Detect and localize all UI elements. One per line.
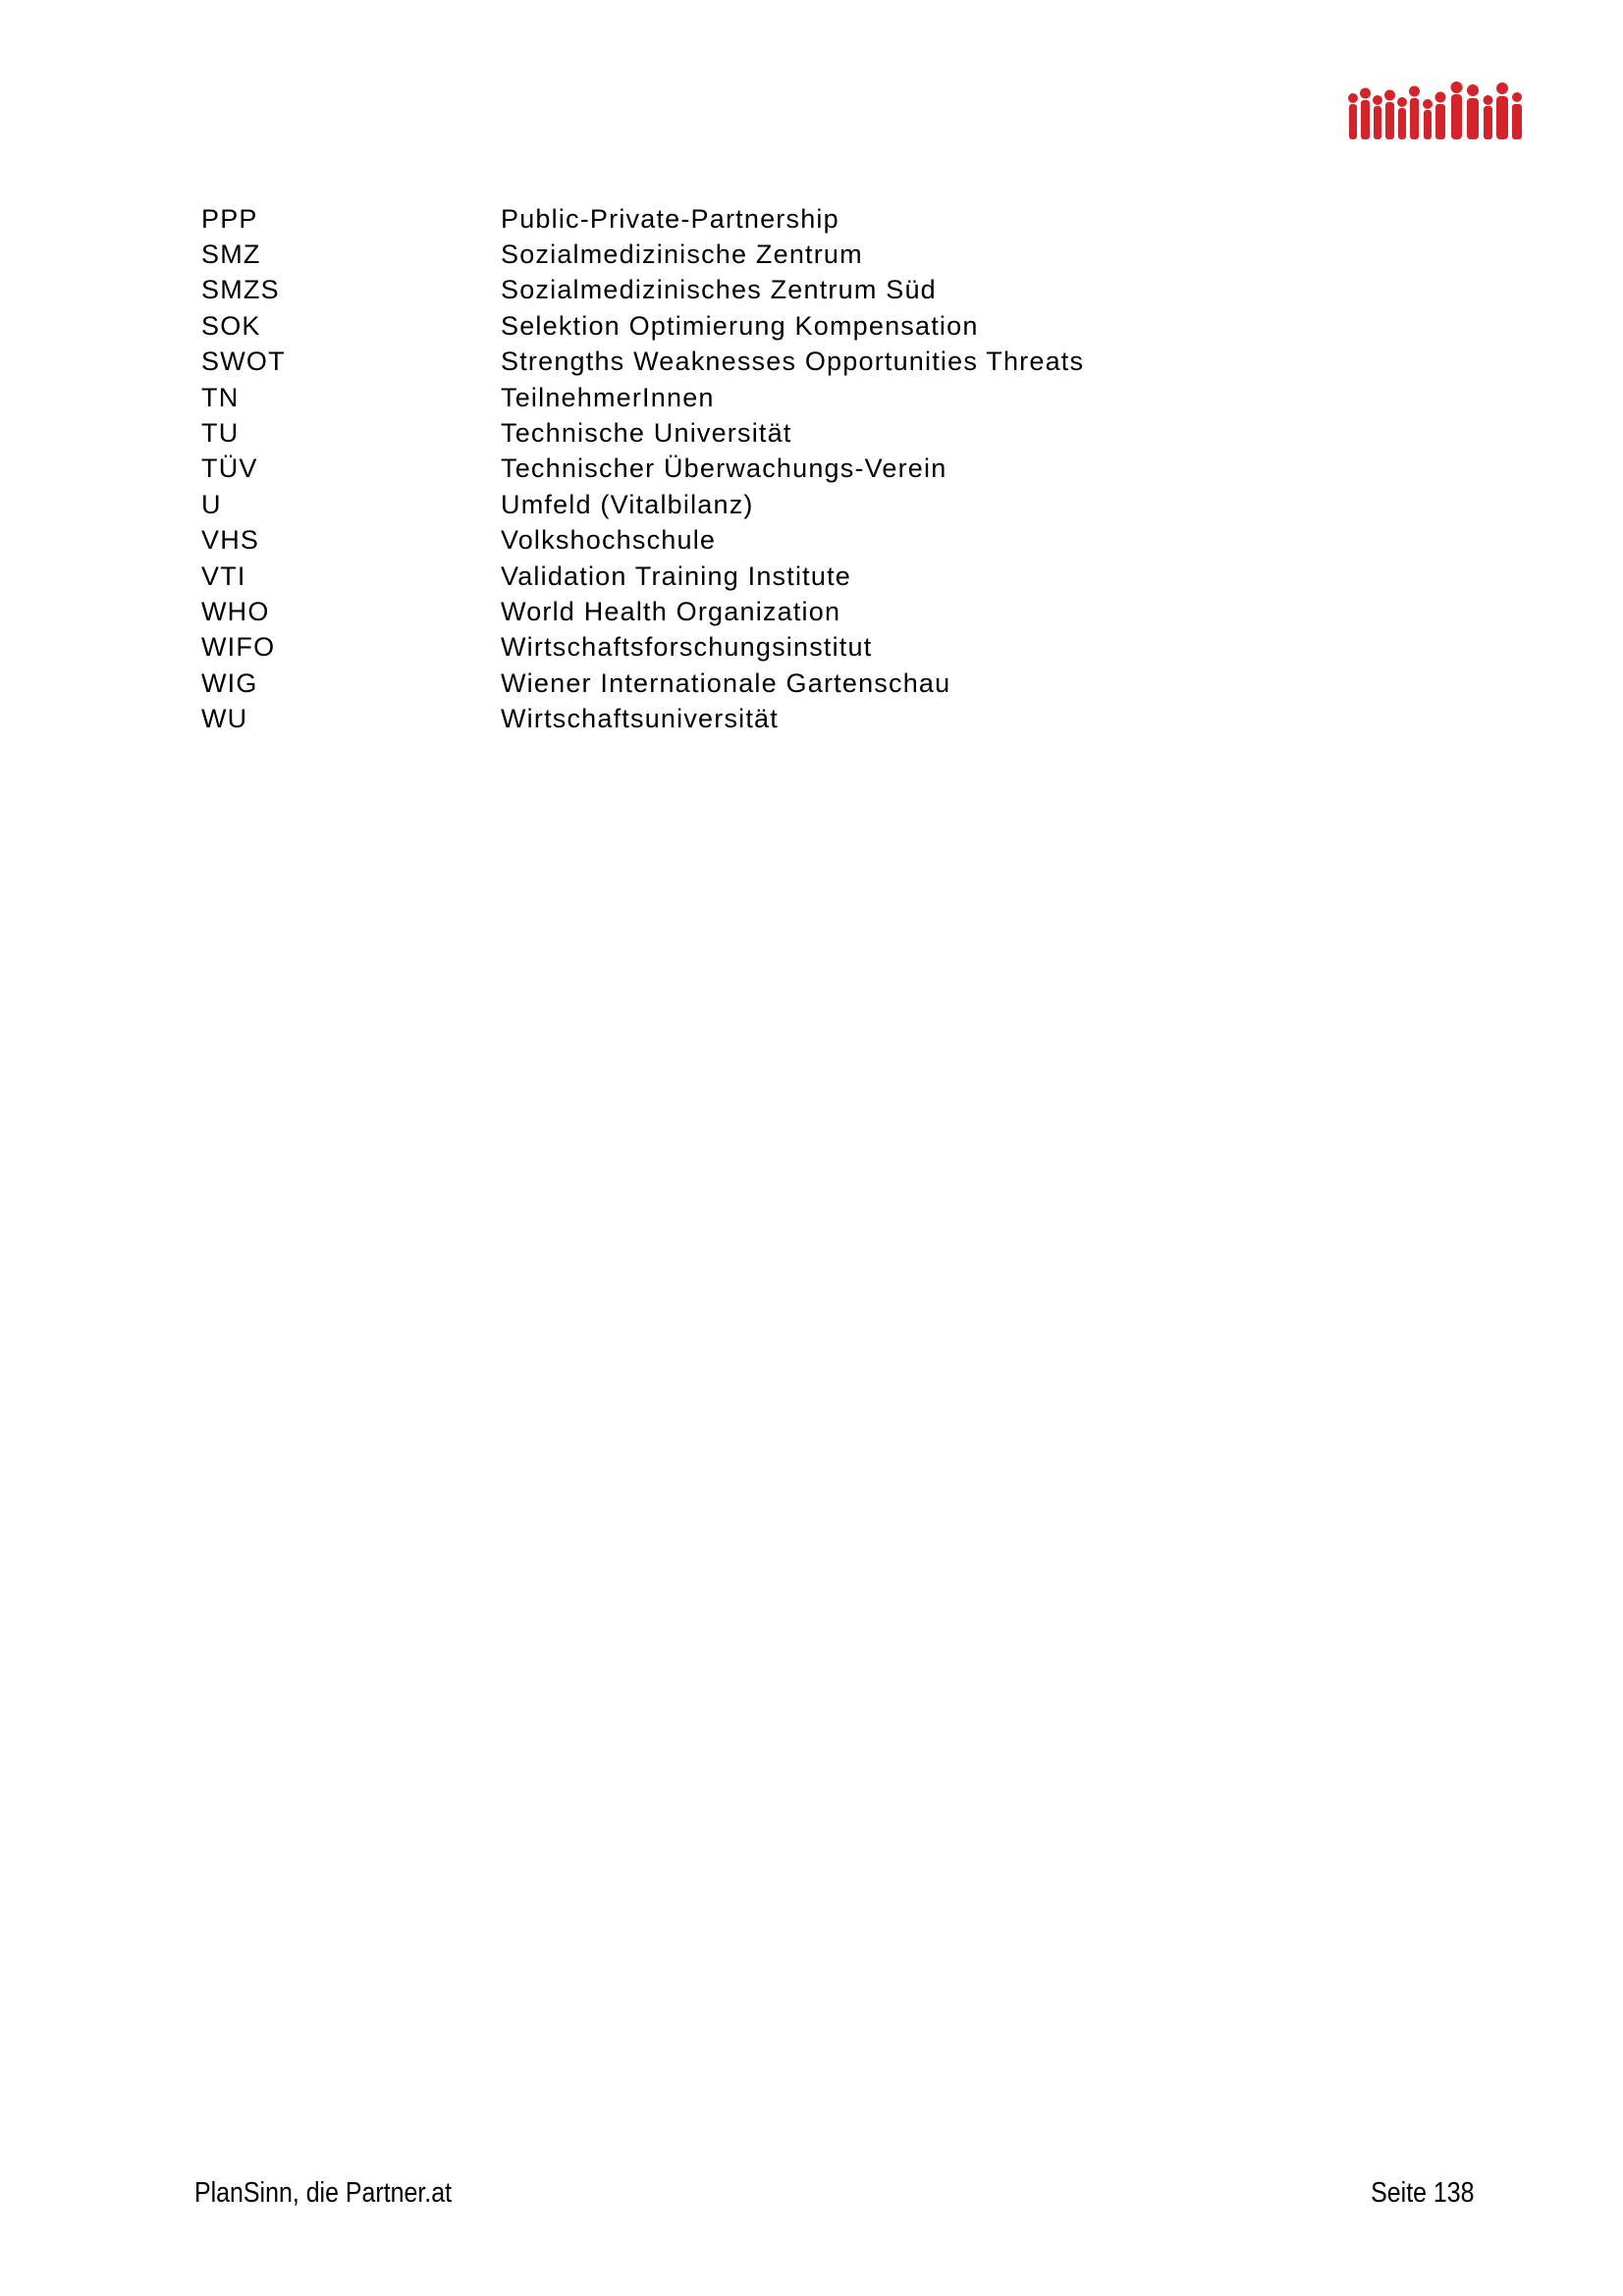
abbreviation-meaning: Validation Training Institute [501,561,851,591]
abbreviation-code: SWOT [201,347,286,377]
abbreviation-meaning: Technischer Überwachungs-Verein [501,454,947,484]
abbreviation-code: TN [201,382,240,412]
abbreviation-meaning: Selektion Optimierung Kompensation [501,310,979,341]
abbreviation-code: U [201,489,222,519]
abbreviation-meaning: Volkshochschule [501,525,717,556]
abbreviation-code: WHO [201,596,270,626]
abbreviation-code: PPP [201,203,258,234]
abbreviation-row [201,487,1183,522]
abbreviation-meaning: Umfeld (Vitalbilanz) [501,489,754,519]
abbreviation-meaning: Public-Private-Partnership [501,203,839,234]
abbreviation-code: VHS [201,525,260,556]
abbreviation-code: SOK [201,310,261,341]
abbreviation-row [201,452,1183,487]
abbreviation-row [201,237,1183,272]
abbreviation-code: TU [201,418,240,449]
abbreviation-meaning: Sozialmedizinische Zentrum [501,240,863,270]
abbreviation-meaning: Wirtschaftsforschungsinstitut [501,632,873,663]
salto-figures-icon [1345,77,1532,204]
abbreviation-code: VTI [201,561,246,591]
abbreviation-meaning: World Health Organization [501,596,841,626]
abbreviation-row [201,201,1183,237]
abbreviation-meaning: Strengths Weaknesses Opportunities Threats [501,347,1085,377]
abbreviation-row [201,308,1183,344]
abbreviation-code: WIG [201,667,258,698]
abbreviation-code: WIFO [201,632,276,663]
abbreviation-row [201,345,1183,380]
footer-publisher: PlanSinn, die Partner.at [194,2177,453,2209]
abbreviation-meaning: TeilnehmerInnen [501,382,715,412]
salto-logo [1345,77,1532,204]
abbreviation-meaning: Sozialmedizinisches Zentrum Süd [501,275,937,305]
abbreviation-meaning: Wiener Internationale Gartenschau [501,667,951,698]
abbreviation-row [201,559,1183,594]
abbreviation-row [201,380,1183,415]
abbreviation-code: SMZS [201,275,280,305]
abbreviation-row [201,273,1183,308]
abbreviation-row [201,594,1183,629]
abbreviation-row [201,630,1183,666]
abbreviation-row [201,701,1183,736]
abbreviation-row [201,666,1183,701]
abbreviation-code: WU [201,704,248,734]
abbreviation-row [201,415,1183,451]
abbreviation-meaning: Wirtschaftsuniversität [501,704,779,734]
abbreviation-code: SMZ [201,240,261,270]
footer-page-number: Seite 138 [1371,2177,1475,2209]
abbreviation-row [201,523,1183,559]
abbreviation-list [201,201,1183,737]
abbreviation-code: TÜV [201,454,258,484]
abbreviation-meaning: Technische Universität [501,418,792,449]
